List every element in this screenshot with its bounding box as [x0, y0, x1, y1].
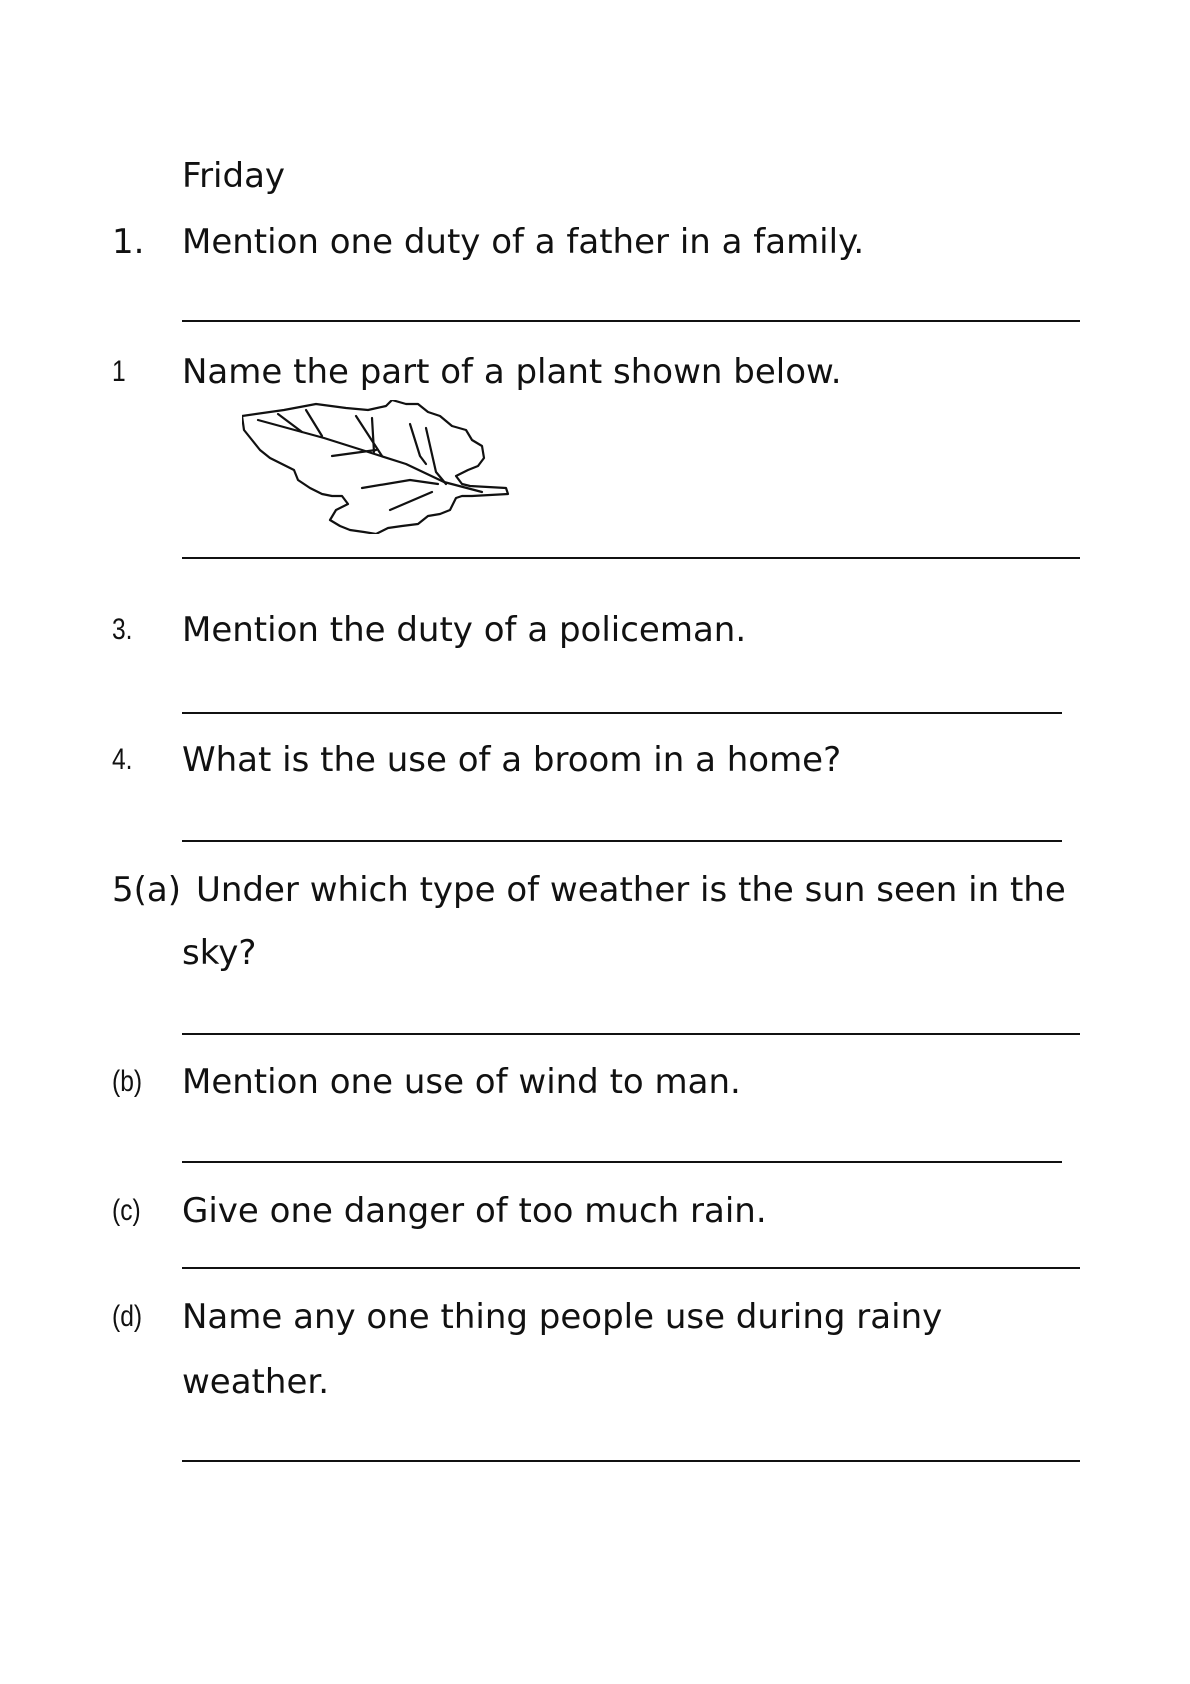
- question-number: (c): [112, 1194, 141, 1227]
- question-text: What is the use of a broom in a home?: [182, 740, 842, 780]
- question-text: Name the part of a plant shown below.: [182, 352, 842, 392]
- question-text: Mention the duty of a policeman.: [182, 610, 747, 650]
- leaf-icon: [242, 400, 542, 534]
- question-text-continuation: weather.: [182, 1362, 330, 1402]
- answer-line: [182, 1460, 1080, 1462]
- answer-line: [182, 712, 1062, 714]
- answer-line: [182, 1033, 1080, 1035]
- answer-line: [182, 557, 1080, 559]
- answer-line: [182, 840, 1062, 842]
- question-number: 4.: [112, 743, 133, 776]
- question-number: 1.: [112, 222, 145, 262]
- question-number: (b): [112, 1065, 143, 1098]
- question-text: Mention one use of wind to man.: [182, 1062, 741, 1102]
- question-text: Give one danger of too much rain.: [182, 1191, 767, 1231]
- question-text-continuation: sky?: [182, 933, 257, 973]
- question-text: Mention one duty of a father in a family.: [182, 222, 865, 262]
- question-number: 3.: [112, 613, 133, 646]
- question-number: 1: [112, 355, 126, 388]
- question-text: Under which type of weather is the sun seen in the: [196, 870, 1066, 910]
- question-number: (d): [112, 1300, 143, 1333]
- answer-line: [182, 320, 1080, 322]
- day-heading: Friday: [182, 156, 286, 196]
- answer-line: [182, 1161, 1062, 1163]
- answer-line: [182, 1267, 1080, 1269]
- question-number: 5(a): [112, 870, 181, 910]
- question-text: Name any one thing people use during rainy: [182, 1297, 943, 1337]
